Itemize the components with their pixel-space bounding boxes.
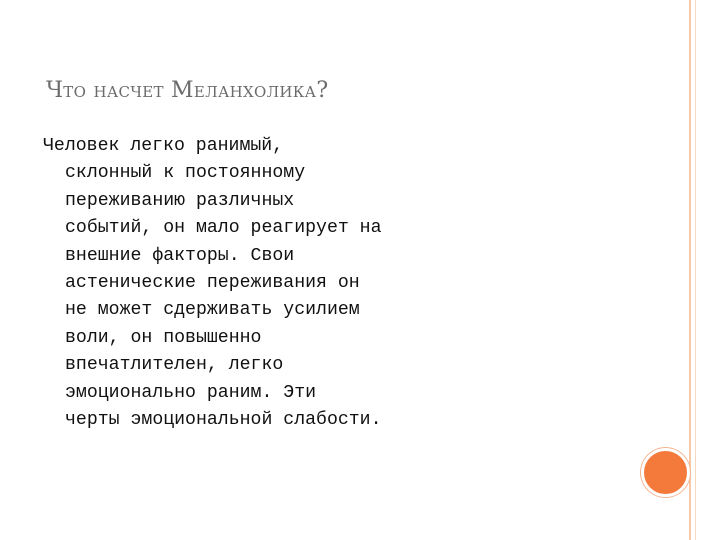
body-line: эмоционально раним. Эти — [65, 382, 317, 403]
body-line: переживанию различных — [65, 190, 295, 211]
body-line: не может сдерживать усилием — [65, 300, 360, 321]
orange-circle-icon — [641, 448, 690, 497]
slide-body — [43, 133, 463, 434]
decorative-vertical-rule-thin — [695, 0, 696, 540]
body-line: астенические переживания он — [65, 273, 360, 294]
body-line: внешние факторы. Свои — [65, 245, 295, 266]
body-line: черты эмоциональной слабости. — [65, 410, 382, 431]
body-line: событий, он мало реагирует на — [65, 218, 382, 239]
decorative-vertical-rule — [689, 0, 691, 540]
body-line: воли, он повышенно — [65, 327, 262, 348]
body-line: впечатлителен, легко — [65, 355, 284, 376]
body-line: склонный к постоянному — [65, 163, 306, 184]
slide-title: Что насчет Меланхолика? — [46, 78, 329, 103]
body-line: Человек легко ранимый, — [43, 136, 284, 156]
